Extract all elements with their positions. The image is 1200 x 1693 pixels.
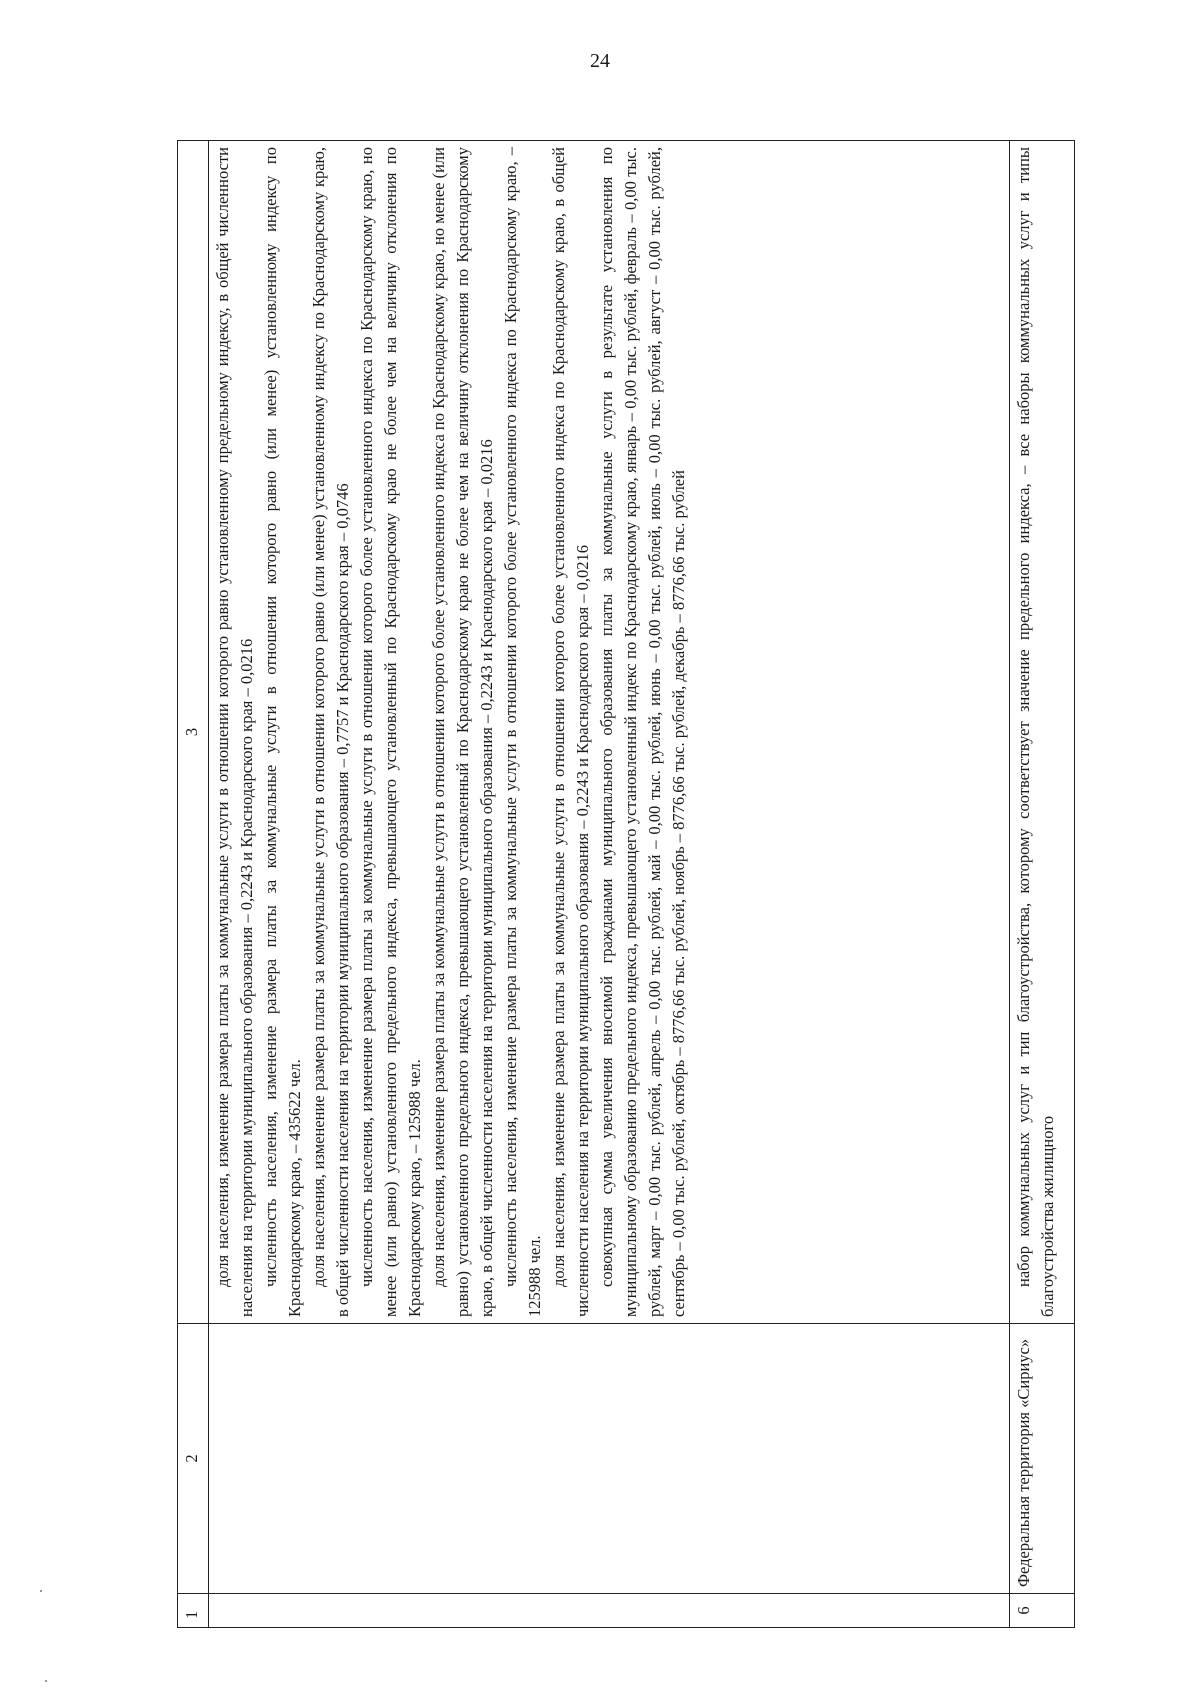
paragraph: численность населения, изменение размера платы за коммунальные услуги в отношении которого более установленного индекса по Краснодарскому краю, но менее (или равно) установленного предельного индекса, превышающего установленный по Краснодарскому краю не более чем на величину отклонения по Краснодарскому краю, – 125988 чел.	[357, 147, 425, 1317]
paragraph: набор коммунальных услуг и тип благоустройства, которому соответствует значение предельного индекса, – все наборы коммунальных услуг и типы благоустройства жилищного	[1013, 147, 1057, 1317]
data-table	[177, 140, 1075, 1628]
paragraph: численность населения, изменение размера платы за коммунальные услуги в отношении которого равно (или менее) установленному индексу по Краснодарскому краю, – 435622 чел.	[261, 147, 305, 1317]
header-col-2: 2	[178, 1324, 209, 1594]
table-row	[209, 141, 1009, 1628]
paragraph: доля населения, изменение размера платы за коммунальные услуги в отношении которого более установленного индекса по Краснодарскому краю, но менее (или равно) установленного предельного индекса, превышающего установленный по Краснодарскому краю не более чем на величину отклонения по Краснодарскому краю, в общей численности населения на территории муниципального образования – 0,2243 и Краснодарского края – 0,0216	[429, 147, 497, 1317]
details-cell	[209, 141, 1009, 1324]
territory-cell	[209, 1324, 1009, 1594]
rotated-table-inner	[177, 140, 1075, 1628]
paragraph: численность населения, изменение размера платы за коммунальные услуги в отношении которого более установленного индекса по Краснодарскому краю, – 125988 чел.	[501, 147, 545, 1317]
table-header-row	[178, 141, 209, 1628]
paragraph: доля населения, изменение размера платы за коммунальные услуги в отношении которого более установленного индекса по Краснодарскому краю, в общей численности населения на территории муниципального образования – 0,2243 и Краснодарского края – 0,0216	[549, 147, 593, 1317]
details-cell	[1009, 141, 1074, 1324]
paragraph: доля населения, изменение размера платы за коммунальные услуги в отношении которого равно (или менее) установленному индексу по Краснодарскому краю, в общей численности населения на территории муниципального образования – 0,7757 и Краснодарского края – 0,0746	[309, 147, 353, 1317]
territory-cell: Федеральная территория «Сириус»	[1009, 1324, 1074, 1594]
paragraph: доля населения, изменение размера платы за коммунальные услуги в отношении которого равно установленному предельному индексу, в общей численности населения на территории муниципального образования – 0,2243 и Краснодарского края – 0,0216	[213, 147, 257, 1317]
page-number: 24	[590, 50, 610, 72]
header-col-3: 3	[178, 141, 209, 1324]
scan-speck	[45, 1680, 47, 1682]
rotated-table-wrapper	[177, 140, 1075, 1628]
row-number-cell: 6	[1009, 1594, 1074, 1628]
row-number-cell	[209, 1594, 1009, 1628]
scan-speck	[40, 1590, 42, 1592]
table-row	[1009, 141, 1074, 1628]
paragraph: совокупная сумма увеличения вносимой гражданами муниципального образования платы за коммунальные услуги в результате установления по муниципальному образованию предельного индекса, превышающего установленный индекс по Краснодарскому краю, январь – 0,00 тыс. рублей, февраль – 0,00 тыс. рублей, март – 0,00 тыс. рублей, апрель – 0,00 тыс. рублей, май – 0,00 тыс. рублей, июнь – 0,00 тыс. рублей, июль – 0,00 тыс. рублей, август – 0,00 тыс. рублей, сентябрь – 0,00 тыс. рублей, октябрь – 8776,66 тыс. рублей, ноябрь – 8776,66 тыс. рублей, декабрь – 8776,66 тыс. рублей	[597, 147, 689, 1317]
header-col-1: 1	[178, 1594, 209, 1628]
